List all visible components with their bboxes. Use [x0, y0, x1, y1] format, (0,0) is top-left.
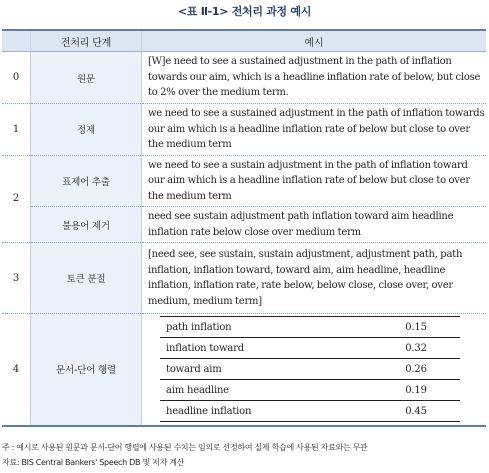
matrix-term: aim headline — [160, 380, 358, 401]
header-number — [2, 30, 31, 52]
row-stage: 원문 — [31, 52, 142, 104]
row-number: 4 — [2, 314, 31, 426]
row-stage: 불용어 제거 — [31, 207, 142, 243]
header-example: 예시 — [142, 30, 487, 52]
matrix-value: 0.26 — [358, 359, 460, 380]
matrix-row — [160, 317, 460, 338]
matrix-value: 0.15 — [358, 317, 460, 338]
table-row — [2, 104, 486, 156]
row-example: [W]e need to see a sustained adjustment in the path of inflation towards our aim, which is a headline inflation rate of below, but close to 2% over the medium term. — [142, 52, 487, 104]
matrix-value: 0.45 — [358, 401, 460, 422]
matrix-row — [160, 359, 460, 380]
matrix-term: inflation toward — [160, 338, 358, 359]
row-number: 3 — [2, 243, 31, 314]
row-stage: 표제어 추출 — [31, 155, 142, 207]
row-stage: 문서-단어 행렬 — [31, 314, 142, 426]
table-header-row — [2, 30, 486, 52]
matrix-row — [160, 338, 460, 359]
row-example — [142, 314, 487, 426]
table-row — [2, 314, 486, 426]
matrix-term: toward aim — [160, 359, 358, 380]
table-row — [2, 207, 486, 243]
matrix-row — [160, 401, 460, 422]
table-row — [2, 155, 486, 207]
table-notes — [2, 440, 486, 470]
row-stage: 토큰 분절 — [31, 243, 142, 314]
note-text: 주 : 예시로 사용된 원문과 문서-단어 행렬에 사용된 수치는 임의로 선정하여 실제 학습에 사용된 자료와는 무관 — [2, 443, 368, 452]
row-example: [need see, see sustain, sustain adjustment, adjustment path, path inflation, inflation toward, toward aim, aim headline, headline inflation, inflation rate, rate below, below close, close over, over medium, medium term] — [142, 243, 487, 314]
row-number: 0 — [2, 52, 31, 104]
row-example: we need to see a sustained adjustment in the path of inflation towards our aim which is a headline inflation rate of below but close to over the medium term — [142, 104, 487, 156]
document-term-matrix — [160, 316, 460, 422]
row-example: need see sustain adjustment path inflation toward aim headline inflation rate below close over medium term — [142, 207, 487, 243]
matrix-value: 0.19 — [358, 380, 460, 401]
matrix-term: path inflation — [160, 317, 358, 338]
header-stage: 전처리 단계 — [31, 30, 142, 52]
matrix-term: headline inflation — [160, 401, 358, 422]
matrix-value: 0.32 — [358, 338, 460, 359]
table-row — [2, 243, 486, 314]
row-example: we need to see a sustain adjustment in the path of inflation toward our aim which is a headline inflation rate of below but close to over the medium term — [142, 155, 487, 207]
row-number: 2 — [2, 155, 31, 243]
source-text: 자료: BIS Central Bankers' Speech DB 및 저자 계산 — [2, 458, 185, 467]
table-row — [2, 52, 486, 104]
row-number: 1 — [2, 104, 31, 156]
row-stage: 정제 — [31, 104, 142, 156]
preprocessing-table — [2, 29, 486, 427]
matrix-row — [160, 380, 460, 401]
table-title: <표 Ⅱ-1> 전처리 과정 예시 — [177, 5, 312, 18]
